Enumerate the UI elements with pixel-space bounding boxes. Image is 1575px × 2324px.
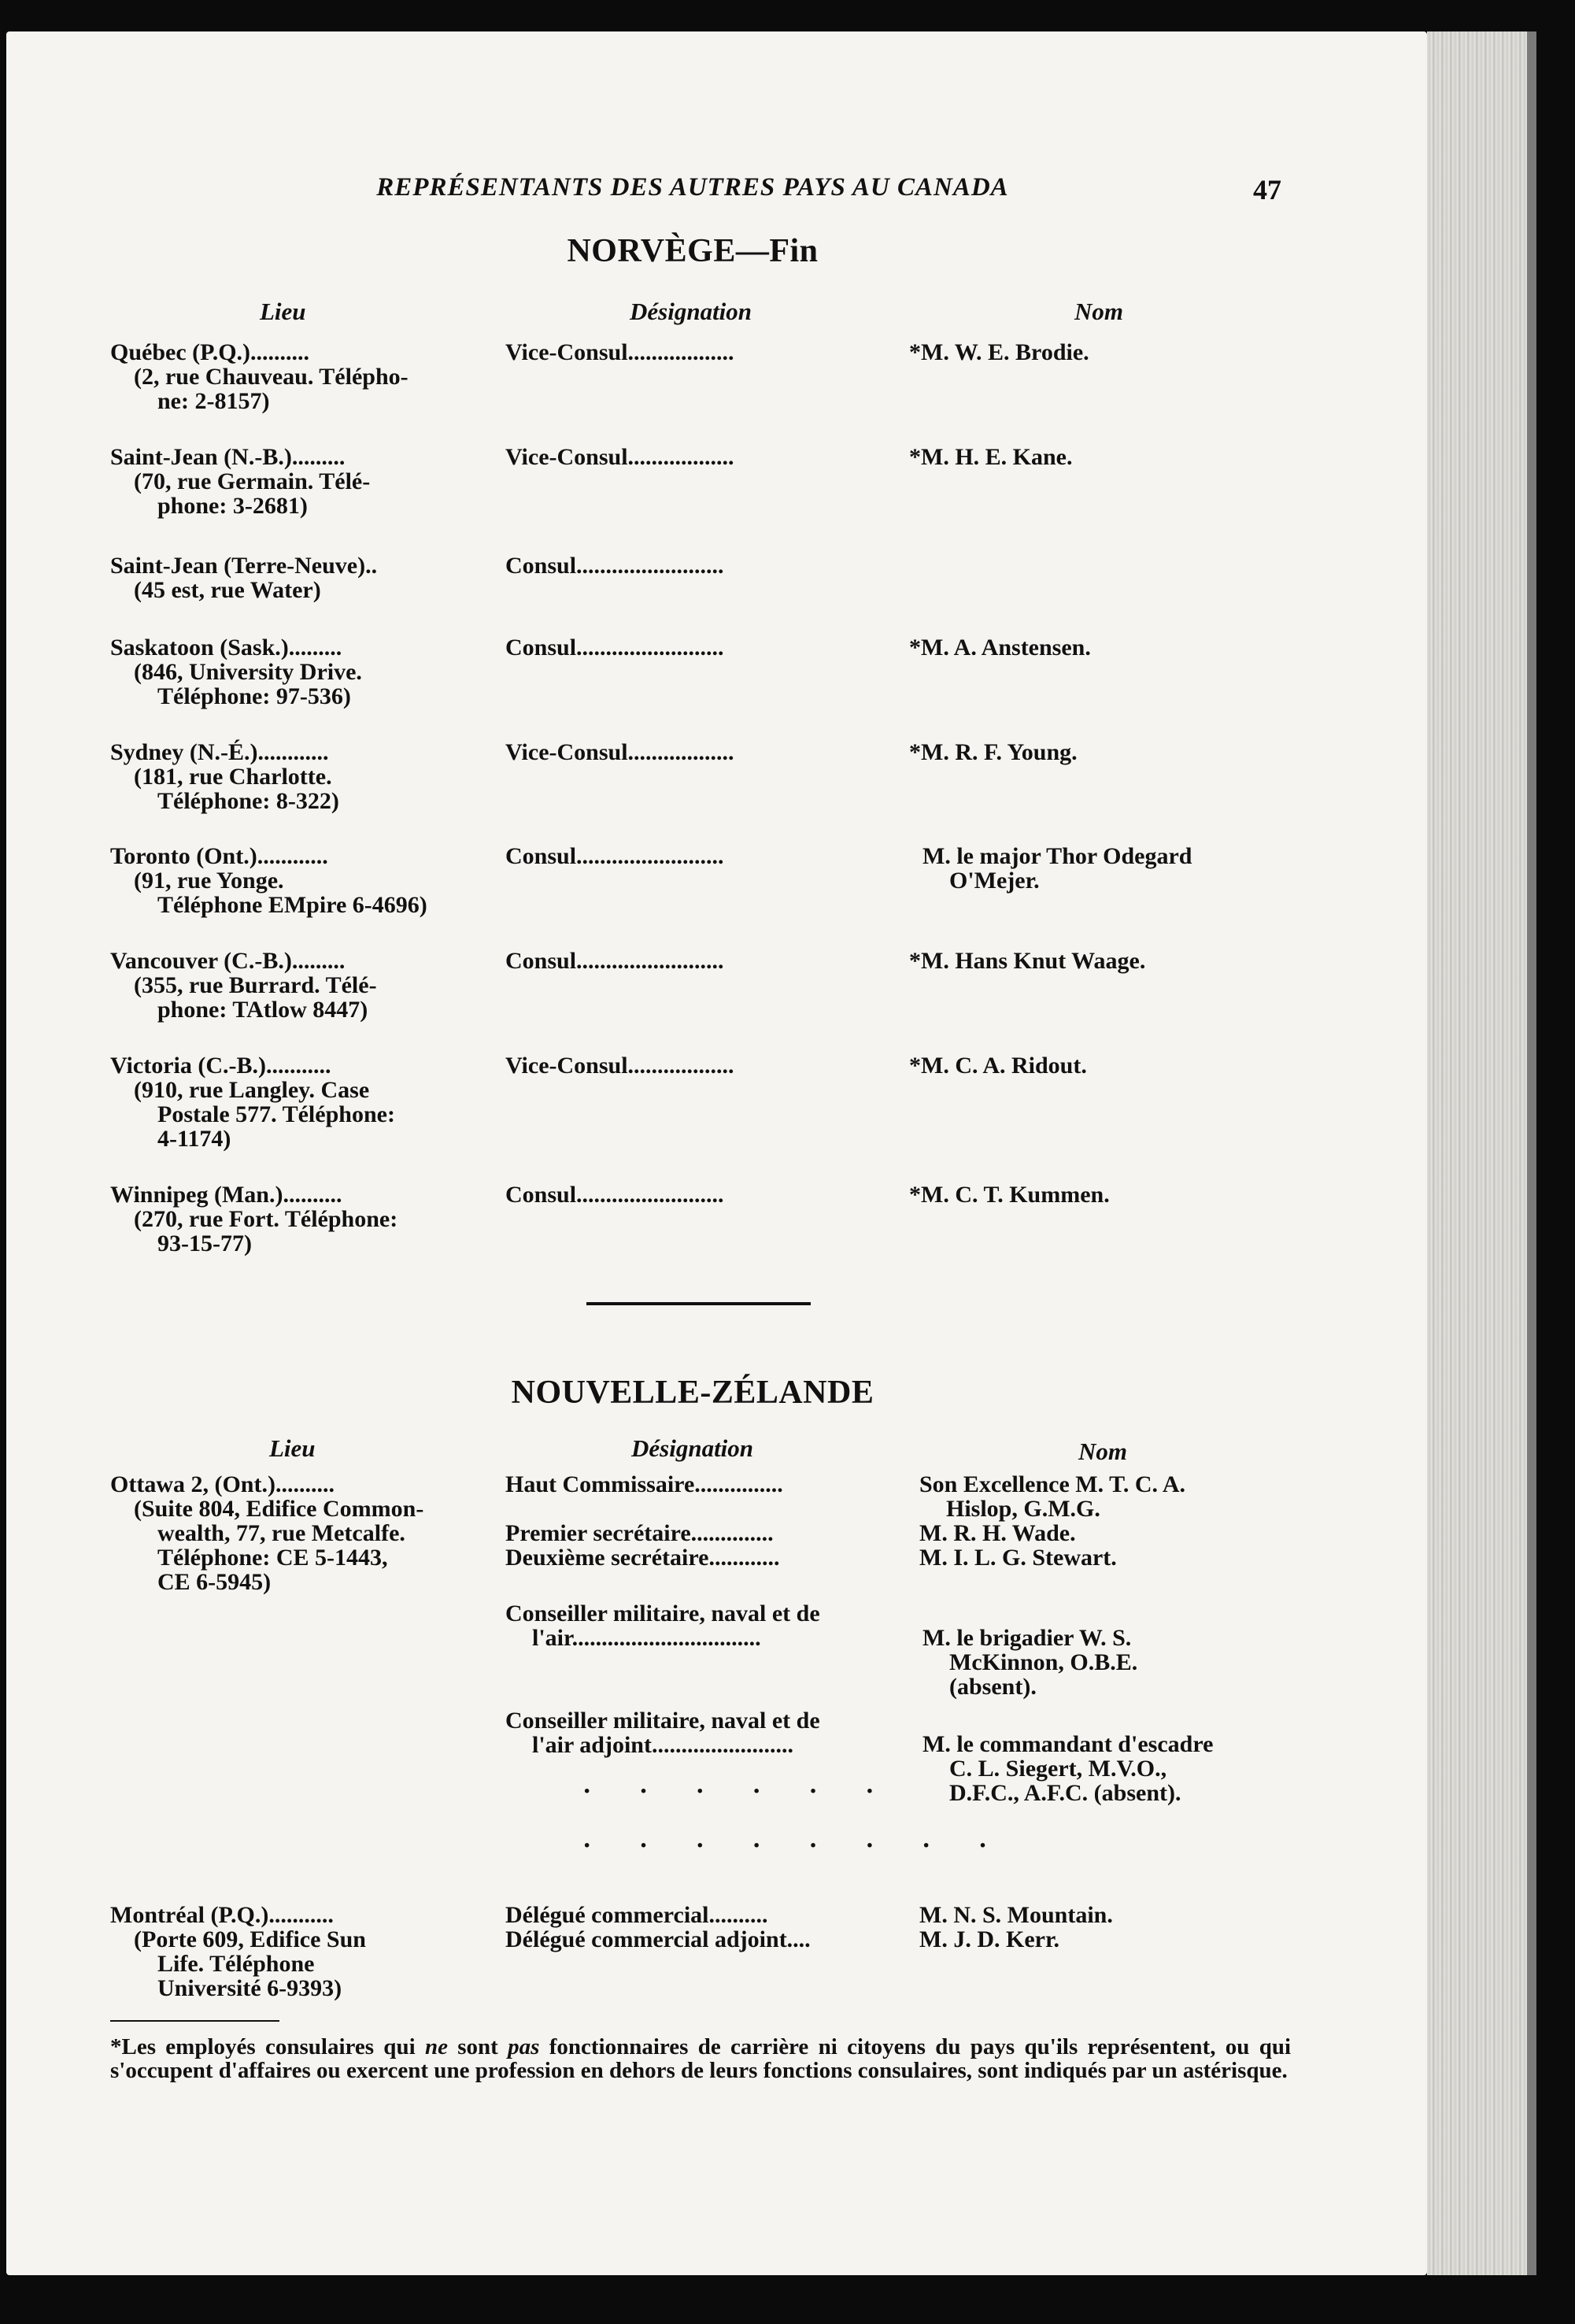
entry-name: M. le commandant d'escadre C. L. Siegert, M.V.O., D.F.C., A.F.C. (absent).: [922, 1731, 1214, 1806]
entry-name: Son Excellence M. T. C. A. Hislop, G.M.G.: [919, 1471, 1186, 1522]
entry-role: Consul.........................: [505, 843, 724, 869]
entry-name: *M. H. E. Kane.: [909, 444, 1073, 470]
entry-place: Toronto (Ont.)............ (91, rue Yonge. Téléphone EMpire 6-4696): [110, 843, 427, 918]
entry-name: M. I. L. G. Stewart.: [919, 1545, 1117, 1571]
entry-name: *M. Hans Knut Waage.: [909, 948, 1146, 974]
omission-dots: · · · · · · · ·: [582, 1831, 1008, 1860]
entry-place: Sydney (N.-É.)............ (181, rue Charlotte. Téléphone: 8-322): [110, 739, 339, 814]
entry-role: Consul.........................: [505, 1182, 724, 1208]
entry-place: Québec (P.Q.).......... (2, rue Chauveau. Télépho- ne: 2-8157): [110, 339, 409, 414]
footnote: *Les employés consulaires qui ne sont pas fonctionnaires de carrière ni citoyens du pays qu'ils représentent, ou qui s'occupent d'affaires ou exercent une profession en dehors de leurs fonctions consulaires, sont indiqués par un astérisque.: [110, 2034, 1292, 2083]
entry-role: Deuxième secrétaire............: [505, 1545, 780, 1571]
column-header-name: Nom: [1078, 1438, 1127, 1465]
entry-role: Premier secrétaire..............: [505, 1520, 774, 1546]
entry-name: M. R. H. Wade.: [919, 1520, 1076, 1546]
entry-name: M. le brigadier W. S. McKinnon, O.B.E. (absent).: [922, 1625, 1138, 1700]
entry-role: Consul.........................: [505, 635, 724, 661]
column-header-name: Nom: [1074, 298, 1123, 325]
entry-name: M. J. D. Kerr.: [919, 1926, 1060, 1952]
entry-name: *M. W. E. Brodie.: [909, 339, 1089, 365]
entry-name: *M. C. A. Ridout.: [909, 1053, 1087, 1079]
section-divider: [586, 1302, 811, 1305]
page-number: 47: [1253, 174, 1281, 205]
entry-place: Saint-Jean (N.-B.)......... (70, rue Germain. Télé- phone: 3-2681): [110, 444, 371, 519]
entry-name: M. N. S. Mountain.: [919, 1902, 1113, 1928]
entry-place: Saskatoon (Sask.)......... (846, University Drive. Téléphone: 97-536): [110, 635, 362, 709]
entry-role: Vice-Consul..................: [505, 339, 734, 365]
book-spine-edge: [1427, 31, 1528, 2275]
entry-role: Conseiller militaire, naval et de l'air adjoint........................: [505, 1708, 820, 1758]
entry-role: Vice-Consul..................: [505, 1053, 734, 1079]
entry-role: Vice-Consul..................: [505, 444, 734, 470]
column-header-role: Désignation: [630, 298, 752, 325]
column-header-role: Désignation: [631, 1434, 754, 1462]
entry-place: Victoria (C.-B.)........... (910, rue Langley. Case Postale 577. Téléphone: 4-1174): [110, 1053, 395, 1152]
scan-border: [1527, 31, 1536, 2275]
running-title: REPRÉSENTANTS DES AUTRES PAYS AU CANADA: [376, 173, 1009, 202]
entry-name: *M. C. T. Kummen.: [909, 1182, 1110, 1208]
entry-role: Délégué commercial adjoint....: [505, 1926, 811, 1952]
section-title-norway: NORVÈGE—Fin: [567, 233, 819, 269]
entry-place: Saint-Jean (Terre-Neuve).. (45 est, rue Water): [110, 553, 378, 603]
entry-place: Ottawa 2, (Ont.).......... (Suite 804, Edifice Common- wealth, 77, rue Metcalfe. Téléphone: CE 5-1443, CE 6-5945): [110, 1471, 424, 1595]
entry-role: Consul.........................: [505, 948, 724, 974]
omission-dots: · · · · · ·: [582, 1777, 895, 1806]
section-title-new-zealand: NOUVELLE-ZÉLANDE: [511, 1375, 874, 1411]
entry-place: Montréal (P.Q.)........... (Porte 609, Edifice Sun Life. Téléphone Université 6-9393): [110, 1902, 366, 2001]
footnote-rule: [110, 2020, 279, 2022]
entry-role: Délégué commercial..........: [505, 1902, 768, 1928]
entry-role: Consul.........................: [505, 553, 724, 579]
entry-name: *M. A. Anstensen.: [909, 635, 1091, 661]
entry-place: Winnipeg (Man.).......... (270, rue Fort. Téléphone: 93-15-77): [110, 1182, 398, 1256]
column-header-place: Lieu: [269, 1434, 316, 1462]
entry-role: Conseiller militaire, naval et de l'air................................: [505, 1601, 820, 1651]
column-header-place: Lieu: [260, 298, 306, 325]
entry-role: Haut Commissaire...............: [505, 1471, 783, 1497]
entry-place: Vancouver (C.-B.)......... (355, rue Burrard. Télé- phone: TAtlow 8447): [110, 948, 377, 1023]
entry-role: Vice-Consul..................: [505, 739, 734, 765]
entry-name: *M. R. F. Young.: [909, 739, 1078, 765]
entry-name: M. le major Thor Odegard O'Mejer.: [922, 843, 1192, 894]
